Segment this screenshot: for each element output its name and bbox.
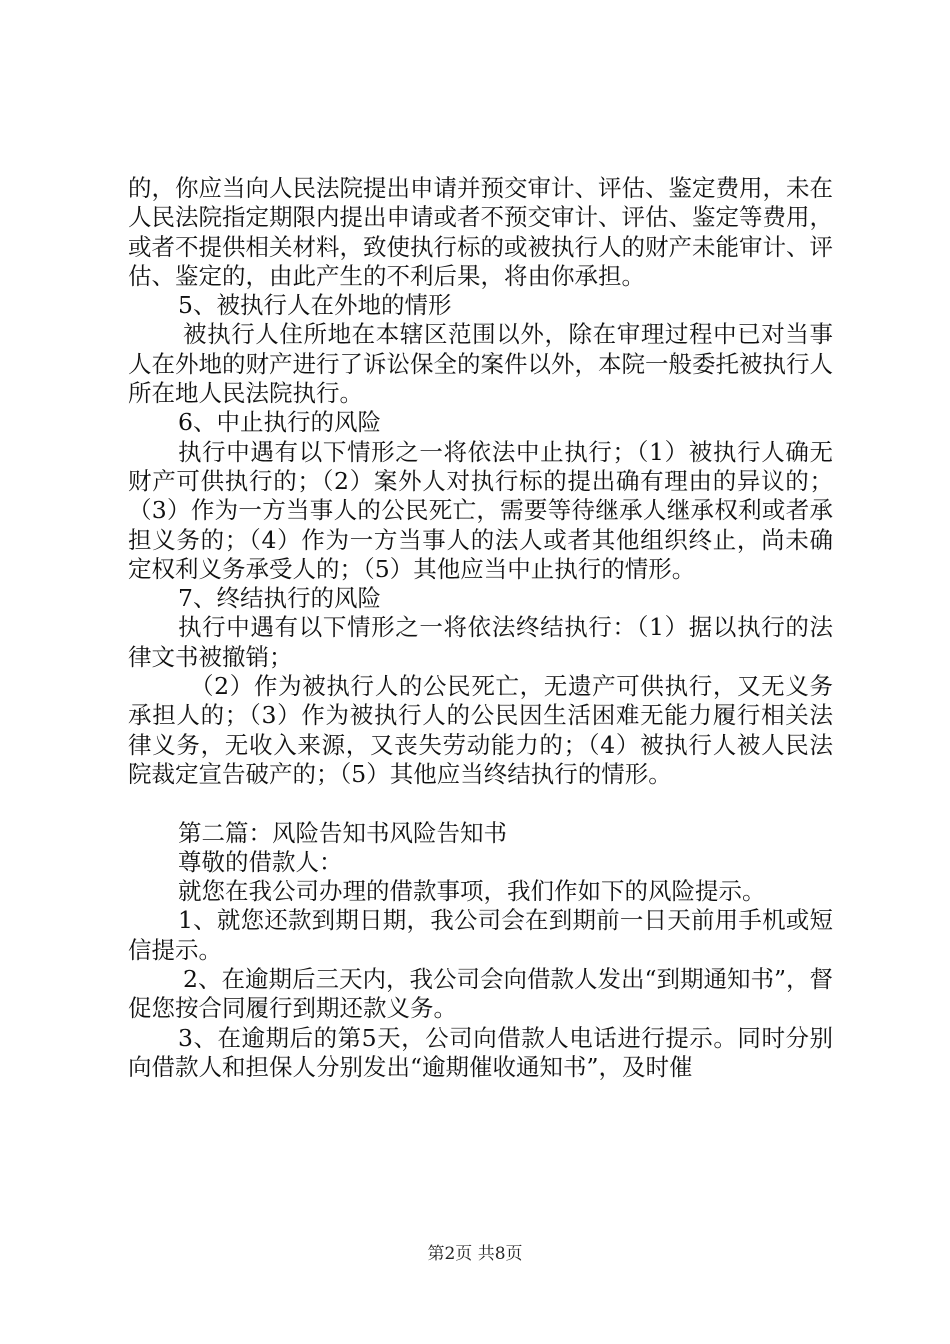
part-two-title: 第二篇：风险告知书风险告知书: [178, 818, 507, 847]
notice-item-2: 2、在逾期后三天内，我公司会向借款人发出“到期通知书”，督促您按合同履行到期还款义务。: [128, 965, 833, 1023]
paragraph-7-body: 执行中遇有以下情形之一将依法终结执行：（1）据以执行的法律文书被撤销；: [128, 613, 833, 671]
document-body: [128, 174, 833, 1082]
salutation: 尊敬的借款人：: [178, 847, 343, 876]
notice-item-3: 3、在逾期后的第5天，公司向借款人电话进行提示。同时分别向借款人和担保人分别发出“逾期催收通知书”，及时催: [128, 1023, 833, 1081]
section-heading-6: 6、中止执行的风险: [178, 408, 381, 437]
section-heading-5: 5、被执行人在外地的情形: [178, 291, 452, 320]
page-footer: 第2页 共8页: [427, 1244, 523, 1264]
intro-paragraph: 就您在我公司办理的借款事项，我们作如下的风险提示。: [178, 877, 766, 906]
paragraph-5-body: 被执行人住所地在本辖区范围以外，除在审理过程中已对当事人在外地的财产进行了诉讼保全的案件以外，本院一般委托被执行人所在地人民法院执行。: [128, 320, 833, 408]
paragraph-continuation: 的，你应当向人民法院提出申请并预交审计、评估、鉴定费用，未在人民法院指定期限内提出申请或者不预交审计、评估、鉴定等费用，或者不提供相关材料，致使执行标的或被执行人的财产未能审计、评估、鉴定的，由此产生的不利后果，将由你承担。: [128, 174, 833, 290]
section-gap: [128, 789, 833, 818]
paragraph-6-body: 执行中遇有以下情形之一将依法中止执行；（1）被执行人确无财产可供执行的；（2）案外人对执行标的提出确有理由的异议的；（3）作为一方当事人的公民死亡，需要等待继承人继承权利或者承担义务的；（4）作为一方当事人的法人或者其他组织终止，尚未确定权利义务承受人的；（5）其他应当中止执行的情形。: [128, 437, 833, 583]
notice-item-1: 1、就您还款到期日期，我公司会在到期前一日天前用手机或短信提示。: [128, 906, 833, 964]
section-heading-7: 7、终结执行的风险: [178, 584, 381, 613]
paragraph-7-list: （2）作为被执行人的公民死亡，无遗产可供执行，又无义务承担人的；（3）作为被执行人的公民因生活困难无能力履行相关法律义务，无收入来源，又丧失劳动能力的；（4）被执行人被人民法院裁定宣告破产的；（5）其他应当终结执行的情形。: [128, 672, 833, 788]
